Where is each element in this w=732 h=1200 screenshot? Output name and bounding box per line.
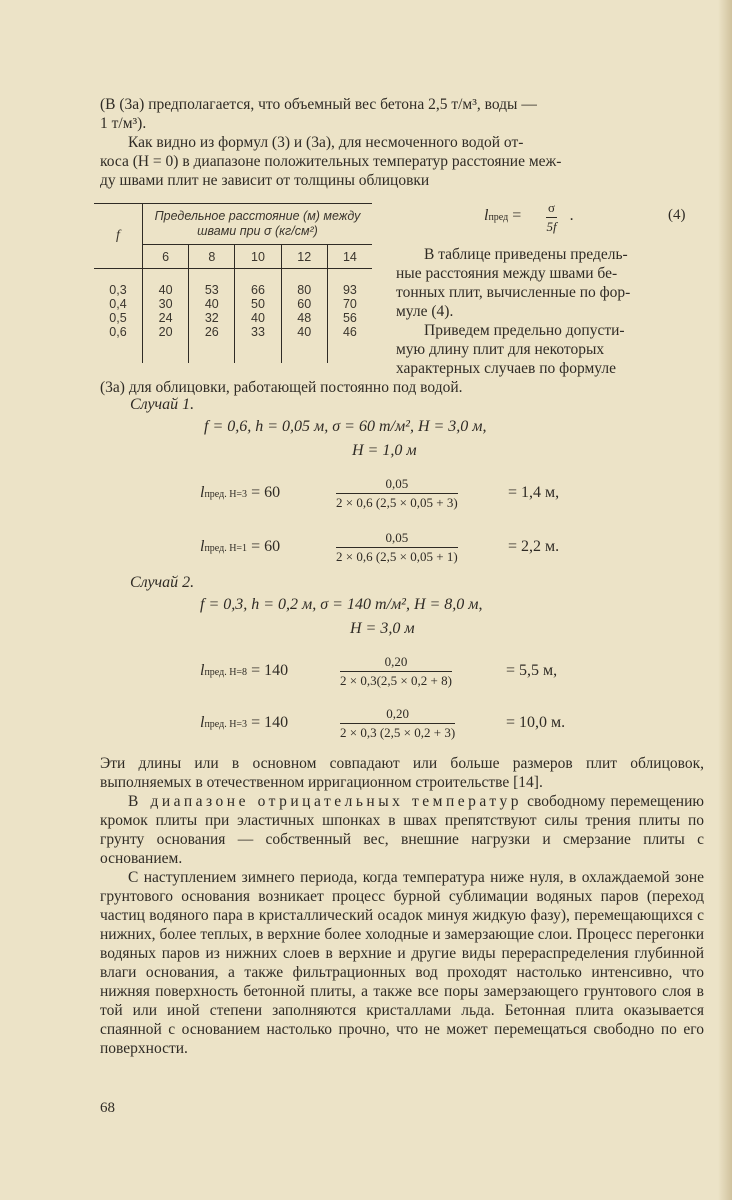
- paragraph-1: Эти длины или в основном совпадают или больше размеров плит облицовок, выполняемых в отечественном ирригационном строительстве [14].: [100, 755, 704, 791]
- case-2-eq-b-fraction: $\frac{0,20}{2 \times 0,3 (2,5 \times 0,2 + 3)}$: [340, 706, 456, 740]
- side-text-line-5: Приведем предельно допусти-: [424, 322, 625, 339]
- case-1-eq-b-result: = 2,2 м.: [508, 538, 560, 555]
- intro-line-5: ду швами плит не зависит от толщины облицовки: [100, 172, 430, 189]
- formula-4: lпред =: [484, 207, 522, 224]
- case-1-eq-a-fraction: $\frac{0,05}{2 \times 0,6 (2,5 \times 0,05 + 3)}$: [336, 476, 458, 510]
- case-1-eq-a-result: = 1,4 м,: [508, 484, 560, 501]
- table-f-column: 0,3 0,4 0,5 0,6: [94, 269, 143, 364]
- case-2-params-2: H = 3,0 м: [350, 620, 415, 637]
- table-col-header: 8: [189, 245, 235, 269]
- case-1-eq-b-lhs: lпред. H=1 = 60: [200, 538, 281, 555]
- table-col-header: 14: [327, 245, 372, 269]
- intro-line-4: коса (H = 0) в диапазоне положительных температур расстояние меж-: [100, 153, 562, 170]
- table-value-column: 93 70 56 46: [327, 269, 372, 364]
- page-number: 68: [100, 1100, 115, 1116]
- side-text-line-7: характерных случаев по формуле: [396, 360, 616, 377]
- case-1-params: f = 0,6, h = 0,05 м, σ = 60 т/м², H = 3,0 м,: [204, 418, 487, 435]
- table-col-header: 12: [281, 245, 327, 269]
- intro-line-2: 1 т/м³).: [100, 115, 147, 132]
- formula-number: (4): [668, 207, 686, 223]
- table-col-header: 6: [143, 245, 189, 269]
- case-1-eq-a-lhs: lпред. H=3 = 60: [200, 484, 281, 501]
- table-col-header: 10: [235, 245, 281, 269]
- case-1-title: Случай 1.: [130, 396, 195, 413]
- side-text-line-4: муле (4).: [396, 303, 454, 320]
- side-text-line-1: В таблице приведены предель-: [424, 246, 628, 263]
- side-text-line-2: ные расстояния между швами бе-: [396, 265, 618, 282]
- intro-line-1: (В (3а) предполагается, что объемный вес бетона 2,5 т/м³, воды —: [100, 96, 537, 113]
- side-text-line-3: тонных плит, вычисленные по фор-: [396, 284, 631, 301]
- case-1-params-2: H = 1,0 м: [352, 442, 417, 459]
- case-1-eq-b-fraction: $\frac{0,05}{2 \times 0,6 (2,5 \times 0,05 + 1)}$: [336, 530, 458, 564]
- case-2-title: Случай 2.: [130, 574, 195, 591]
- case-2-eq-b-lhs: lпред. H=3 = 140: [200, 714, 289, 731]
- table-value-column: 53 40 32 26: [189, 269, 235, 364]
- case-2-eq-a-lhs: lпред. H=8 = 140: [200, 662, 289, 679]
- paragraph-3: С наступлением зимнего периода, когда температура ниже нуля, в охлаждаемой зоне грунтового основания возникает процесс бурной сублимации водяных паров (переход частиц водяного пара в кристаллический осадок минуя жидкую фазу), перемещающихся с нижних, более теплых, в верхние более холодные и замерзающие слои. Процесс перегонки водяных паров из нижних слоев в верхние и другие виды перераспределения глубинной влаги основания, а также фильтрационных вод проходят настолько интенсивно, что нижняя поверхность бетонной плиты, а также все поры замерзающего грунтового слоя в той или иной степени заполняются кристаллами льда. Бетонная плита оказывается спаянной с основанием настолько прочно, что не может перемещаться свободно по его поверхности.: [100, 869, 704, 1057]
- table-value-column: 80 60 48 40: [281, 269, 327, 364]
- limit-distance-table: [94, 203, 372, 363]
- page-edge-shadow: [718, 0, 732, 1200]
- after-table-line: (3а) для облицовки, работающей постоянно под водой.: [100, 379, 463, 396]
- table-value-column: 66 50 40 33: [235, 269, 281, 364]
- intro-line-3: Как видно из формул (3) и (3а), для несмоченного водой от-: [128, 134, 524, 151]
- case-2-eq-a-fraction: $\frac{0,20}{2 \times 0,3(2,5 \times 0,2 + 8)}$: [340, 654, 452, 688]
- paragraph-2: В диапазоне отрицательных температур свободному перемещению кромок плиты при эластичных шпонках в швах препятствуют силы трения плиты по грунту основания — собственный вес, внешние нагрузки и смерзание плиты с основанием.: [100, 793, 704, 867]
- table-group-header: Предельное расстояние (м) между швами при σ (кг/см²): [143, 204, 373, 245]
- formula-4-end: .: [570, 207, 574, 224]
- case-2-eq-b-result: = 10,0 м.: [506, 714, 566, 731]
- case-2-params: f = 0,3, h = 0,2 м, σ = 140 т/м², H = 8,0 м,: [200, 596, 483, 613]
- table-stub-header: f: [94, 204, 143, 269]
- case-2-eq-a-result: = 5,5 м,: [506, 662, 558, 679]
- formula-4-fraction: $\frac{\sigma}{5f}$: [546, 200, 557, 234]
- table-value-column: 40 30 24 20: [158, 283, 173, 339]
- side-text-line-6: мую длину плит для некоторых: [396, 341, 605, 358]
